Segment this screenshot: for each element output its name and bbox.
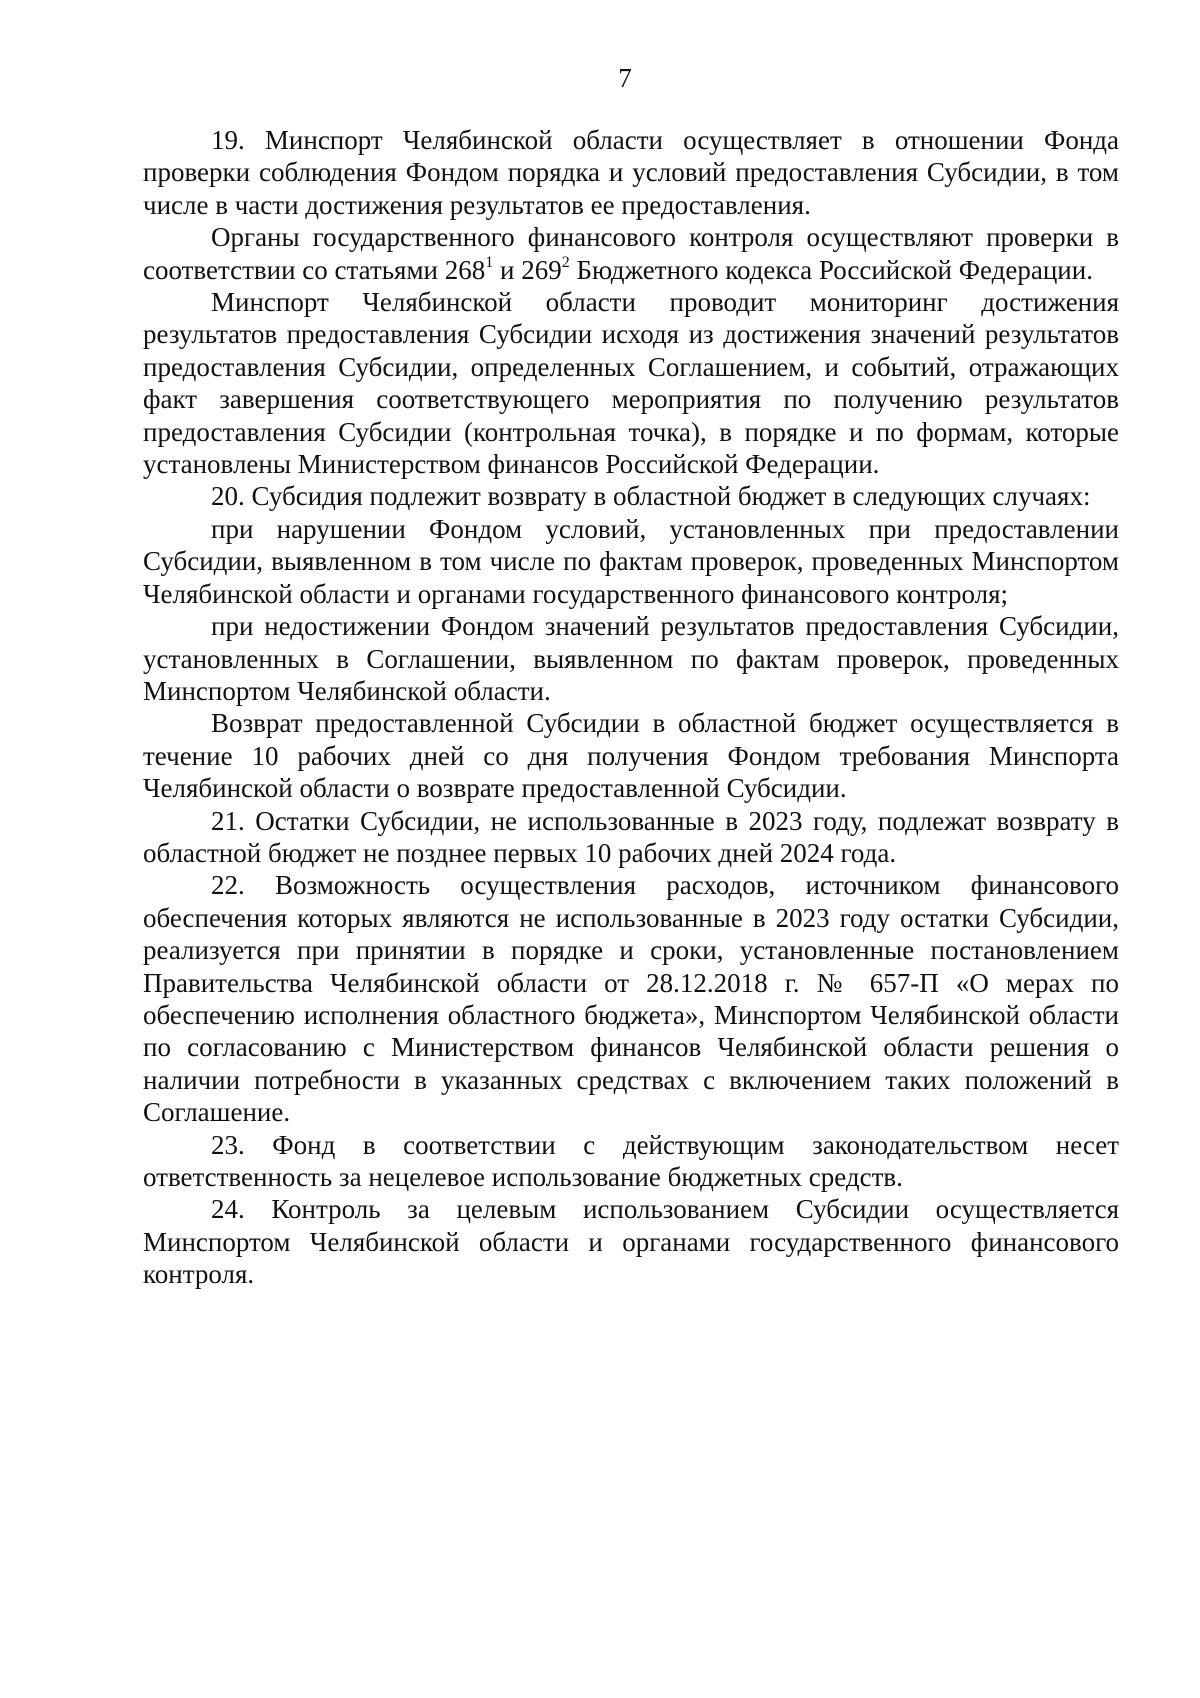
paragraph-text: и 269 (493, 254, 562, 285)
superscript: 2 (561, 253, 570, 271)
paragraph-23: 23. Фонд в соответствии с действующим законодательством несет ответственность за нецелевое использование бюджетных средств. (143, 1129, 1119, 1192)
superscript: 1 (485, 253, 494, 271)
document-body (143, 124, 1119, 1291)
paragraph-refund-term: Возврат предоставленной Субсидии в областной бюджет осуществляется в течение 10 рабочих дней со дня получения Фондом требования Минспорта Челябинской области о возврате предоставленной Субсидии. (143, 708, 1119, 804)
paragraph-non-achievement-case: при недостижении Фондом значений результатов предоставления Субсидии, установленных в Соглашении, выявленном по фактам проверок, проведенных Минспортом Челябинской области. (143, 611, 1119, 706)
paragraph-21: 21. Остатки Субсидии, не использованные в 2023 году, подлежат возврату в областной бюджет не позднее первых 10 рабочих дней 2024 года. (143, 805, 1119, 868)
page-number: 7 (618, 63, 632, 93)
paragraph-control-bodies (143, 221, 1119, 286)
paragraph-20: 20. Субсидия подлежит возврату в областной бюджет в следующих случаях: (211, 481, 1091, 512)
paragraph-text: Органы государственного финансового контроля осуществляют проверки в соответствии со статьями 268 (143, 222, 1119, 285)
paragraph-monitoring: Минспорт Челябинской области проводит мониторинг достижения результатов предоставления Субсидии исходя из достижения значений результатов предоставления Субсидии, определенных Соглашением, и событий, отражающих факт завершения соответствующего мероприятия по получению результатов предоставления Субсидии (контрольная точка), в порядке и по формам, которые установлены Министерством финансов Российской Федерации. (143, 287, 1119, 480)
paragraph-violation-case: при нарушении Фондом условий, установленных при предоставлении Субсидии, выявленном в том числе по фактам проверок, проведенных Минспортом Челябинской области и органами государственного финансового контроля; (143, 513, 1119, 609)
paragraph-text: Бюджетного кодекса Российской Федерации. (569, 254, 1093, 285)
paragraph-22: 22. Возможность осуществления расходов, источником финансового обеспечения которых являются не использованные в 2023 году остатки Субсидии, реализуется при принятии в порядке и сроки, установленные постановлением Правительства Челябинской области от 28.12.2018 г. № 657-П «О мерах по обеспечению исполнения областного бюджета», Минспортом Челябинской области по согласованию с Министерством финансов Челябинской области решения о наличии потребности в указанных средствах с включением таких положений в Соглашение. (143, 870, 1119, 1128)
paragraph-24: 24. Контроль за целевым использованием Субсидии осуществляется Минспортом Челябинской области и органами государственного финансового контроля. (143, 1194, 1119, 1290)
paragraph-19: 19. Минспорт Челябинской области осуществляет в отношении Фонда проверки соблюдения Фондом порядка и условий предоставления Субсидии, в том числе в части достижения результатов ее предоставления. (143, 125, 1119, 220)
